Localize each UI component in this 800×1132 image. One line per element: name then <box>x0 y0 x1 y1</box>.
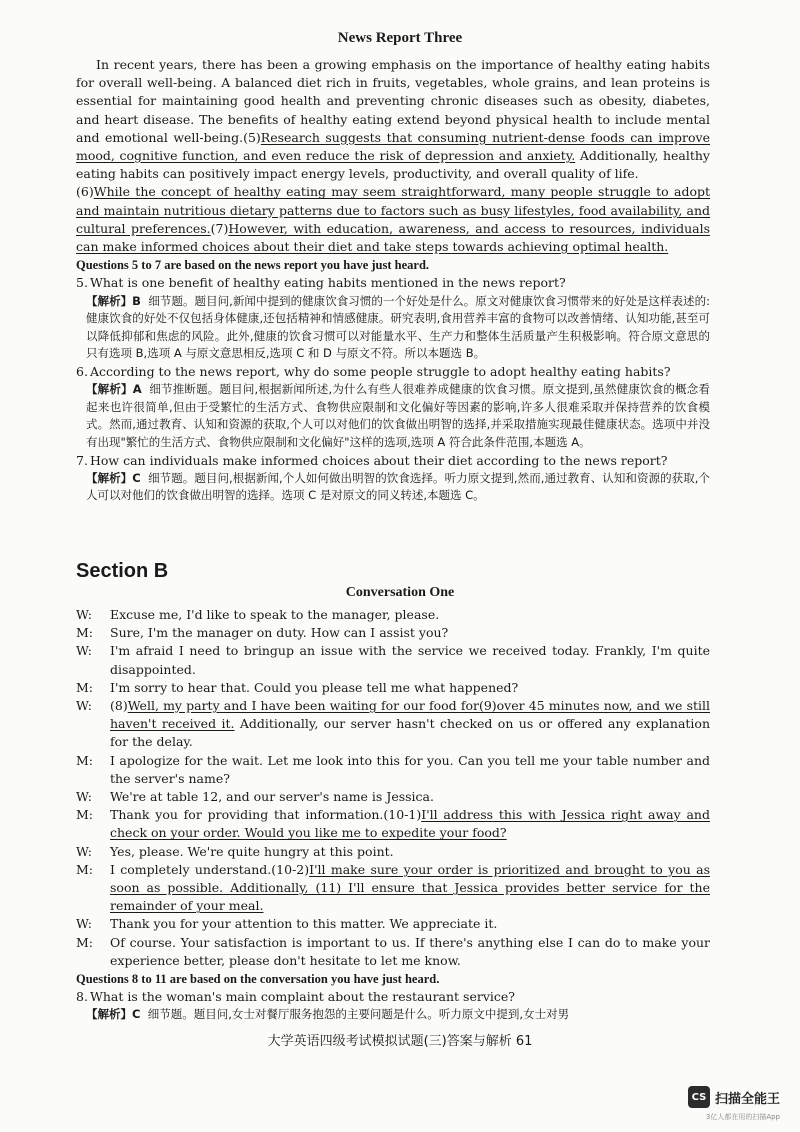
scanner-watermark <box>688 1086 780 1108</box>
speaker-label: M: <box>76 752 94 768</box>
question-text: According to the news report, why do some people struggle to adopt healthy eating habits? <box>90 364 671 380</box>
speaker-label: M: <box>76 807 94 823</box>
speaker-label: M: <box>76 934 94 950</box>
dialogue-line <box>76 642 710 678</box>
line-text: Of course. Your satisfaction is important to us. If there's anything else I can do to make your experience better, please don't hesitate to let me know. <box>110 934 710 968</box>
speaker-label: W: <box>76 789 92 805</box>
question-7 <box>76 452 710 505</box>
answer-mark: (8) <box>110 698 128 714</box>
questions-8-11-heading: Questions 8 to 11 are based on the conversation you have just heard. <box>76 972 440 987</box>
analysis-label: 【解析】A <box>86 382 142 397</box>
question-text: What is one benefit of healthy eating habits mentioned in the news report? <box>90 275 566 291</box>
speaker-label: M: <box>76 679 94 695</box>
watermark-app-name: 扫描全能王 <box>714 1091 780 1107</box>
question-8 <box>76 988 710 1024</box>
dialogue-line <box>76 788 710 806</box>
line-text: I apologize for the wait. Let me look into this for you. Can you tell me your table number and the server's name? <box>110 752 710 786</box>
underlined-answer-7: However, with education, awareness, and access to resources, individuals can make informed choices about their diet and take steps towards achieving optimal health. <box>76 220 710 255</box>
line-text: Yes, please. We're quite hungry at this point. <box>110 843 394 859</box>
speaker-label: W: <box>76 607 92 622</box>
dialogue-line <box>76 934 710 970</box>
question-number: 8. <box>76 989 88 1005</box>
line-text: Excuse me, I'd like to speak to the manager, please. <box>110 607 440 622</box>
speaker-label: M: <box>76 861 94 877</box>
analysis-label: 【解析】C <box>86 1007 141 1022</box>
answer-mark: (10-1) <box>383 807 422 823</box>
question-5 <box>76 274 710 363</box>
dialogue-line <box>76 915 710 933</box>
question-number: 6. <box>76 364 88 380</box>
line-text: I'm sorry to hear that. Could you please tell me what happened? <box>110 679 519 695</box>
report-paragraph <box>76 56 710 256</box>
dialogue-line <box>76 843 710 861</box>
line-text: Additionally, our server hasn't checked on us or offered any explanation for the delay. <box>110 716 710 750</box>
question-number: 7. <box>76 452 88 468</box>
dialogue-line <box>76 624 710 642</box>
question-number: 5. <box>76 275 88 291</box>
line-text: Sure, I'm the manager on duty. How can I assist you? <box>110 625 449 641</box>
dialogue-line <box>76 697 710 752</box>
question-text: How can individuals make informed choices about their diet according to the news report? <box>90 452 668 468</box>
line-text: Thank you for providing that information. <box>110 807 384 823</box>
mark-6: (6) <box>76 184 94 200</box>
speaker-label: W: <box>76 698 92 714</box>
speaker-label: W: <box>76 916 92 932</box>
analysis-text: 细节题。题目问,根据新闻,个人如何做出明智的饮食选择。听力原文提到,然而,通过教育、认知和资源的获取,个人可以对他们的饮食做出明智的选择。选项 C 是对原文的同义转述,本题选 C。 <box>86 470 710 503</box>
underlined-answer-6: While the concept of healthy eating may seem straightforward, many people struggle to adopt and maintain nutritious dietary patterns due to factors such as busy lifestyles, food availability, and cultural preferences. <box>76 184 710 236</box>
underlined-answer: I'll address this with Jessica right away and check on your order. Would you like me to expedite your food? <box>110 807 710 841</box>
line-text: I completely understand. <box>110 861 272 877</box>
question-6 <box>76 363 710 452</box>
scanner-logo-icon: CS <box>688 1086 710 1108</box>
speaker-label: W: <box>76 643 92 659</box>
mark-7: (7) <box>210 220 229 236</box>
report-text-b: Additionally, healthy eating habits can positively impact energy levels, productivity, and overall quality of life. <box>76 148 710 182</box>
analysis-text: 细节题。题目问,新闻中提到的健康饮食习惯的一个好处是什么。原文对健康饮食习惯带来的好处是这样表述的:健康饮食的好处不仅包括身体健康,还包括精神和情感健康。研究表明,食用营养丰富的食物可以改善情绪、认知功能,甚至可以降低抑郁和焦虑的风险。此外,健康的饮食习惯可以对能量水平、生产力和整体生活质量产生积极影响。符合原文意思的只有选项 B,选项 A 与原文意思相反,选项 C 和 D 与原文不符。所以本题选 B。 <box>86 293 711 361</box>
speaker-label: W: <box>76 843 92 859</box>
questions-5-7-heading: Questions 5 to 7 are based on the news report you have just heard. <box>76 258 430 273</box>
underlined-answer: I'll make sure your order is prioritized and brought to you as soon as possible. <box>110 861 710 896</box>
report-body <box>76 56 710 505</box>
speaker-label: M: <box>76 625 94 641</box>
analysis-label: 【解析】B <box>86 293 141 308</box>
question-text: What is the woman's main complaint about the restaurant service? <box>90 989 515 1005</box>
dialogue-line <box>76 606 710 624</box>
conversation-title: Conversation One <box>345 585 455 600</box>
line-text: We're at table 12, and our server's name is Jessica. <box>110 789 434 805</box>
conversation-body <box>76 606 710 1024</box>
report-title: News Report Three <box>337 30 463 46</box>
underlined-answer: Well, my party and I have been waiting for our food for(9)over 45 minutes now, and we still haven't received it. <box>110 698 710 732</box>
analysis-text: 细节题。题目问,女士对餐厅服务抱怨的主要问题是什么。听力原文中提到,女士对男 <box>147 1007 570 1022</box>
dialogue-line <box>76 679 710 697</box>
underlined-answer-11: Additionally, (11) I'll ensure that Jessica provides better service for the remainder of your meal. <box>110 880 710 914</box>
analysis-label: 【解析】C <box>86 470 141 485</box>
section-heading: Section B <box>76 560 169 582</box>
line-text: Thank you for your attention to this matter. We appreciate it. <box>110 916 498 932</box>
line-text: I'm afraid I need to bringup an issue with the service we received today. Frankly, I'm quite disappointed. <box>110 643 710 677</box>
dialogue-line <box>76 861 710 916</box>
underlined-answer-5: Research suggests that consuming nutrient-dense foods can improve mood, cognitive function, and even reduce the risk of depression and anxiety. <box>76 129 711 164</box>
dialogue-line <box>76 752 710 788</box>
watermark-tagline: 3亿人都在用的扫描App <box>705 1113 780 1121</box>
answer-mark: (10-2) <box>271 861 310 877</box>
dialogue-line <box>76 806 710 842</box>
page-footer: 大学英语四级考试模拟试题(三)答案与解析 61 <box>267 1034 533 1049</box>
report-text-a: In recent years, there has been a growing emphasis on the importance of healthy eating habits for overall well-being. A balanced diet rich in fruits, vegetables, whole grains, and lean proteins is essential for maintaining good health and preventing chronic diseases such as obesity, diabetes, and heart disease. The benefits of healthy eating extend beyond physical health to include mental and emotional well-being. <box>76 57 710 145</box>
analysis-text: 细节推断题。题目问,根据新闻所述,为什么有些人很难养成健康的饮食习惯。原文提到,虽然健康饮食的概念看起来也许很简单,但由于受繁忙的生活方式、食物供应限制和文化偏好等因素的影响,许多人很难采取并保持营养的饮食模式。然而,通过教育、认知和资源的获取,个人可以对他们的饮食做出明智的选择,并采取措施实现最佳健康状态。选项中并没有出现"繁忙的生活方式、食物供应限制和文化偏好"这样的选项,选项 A 符合此条件范围,本题选 A。 <box>86 382 710 449</box>
mark-5: (5) <box>243 129 261 145</box>
